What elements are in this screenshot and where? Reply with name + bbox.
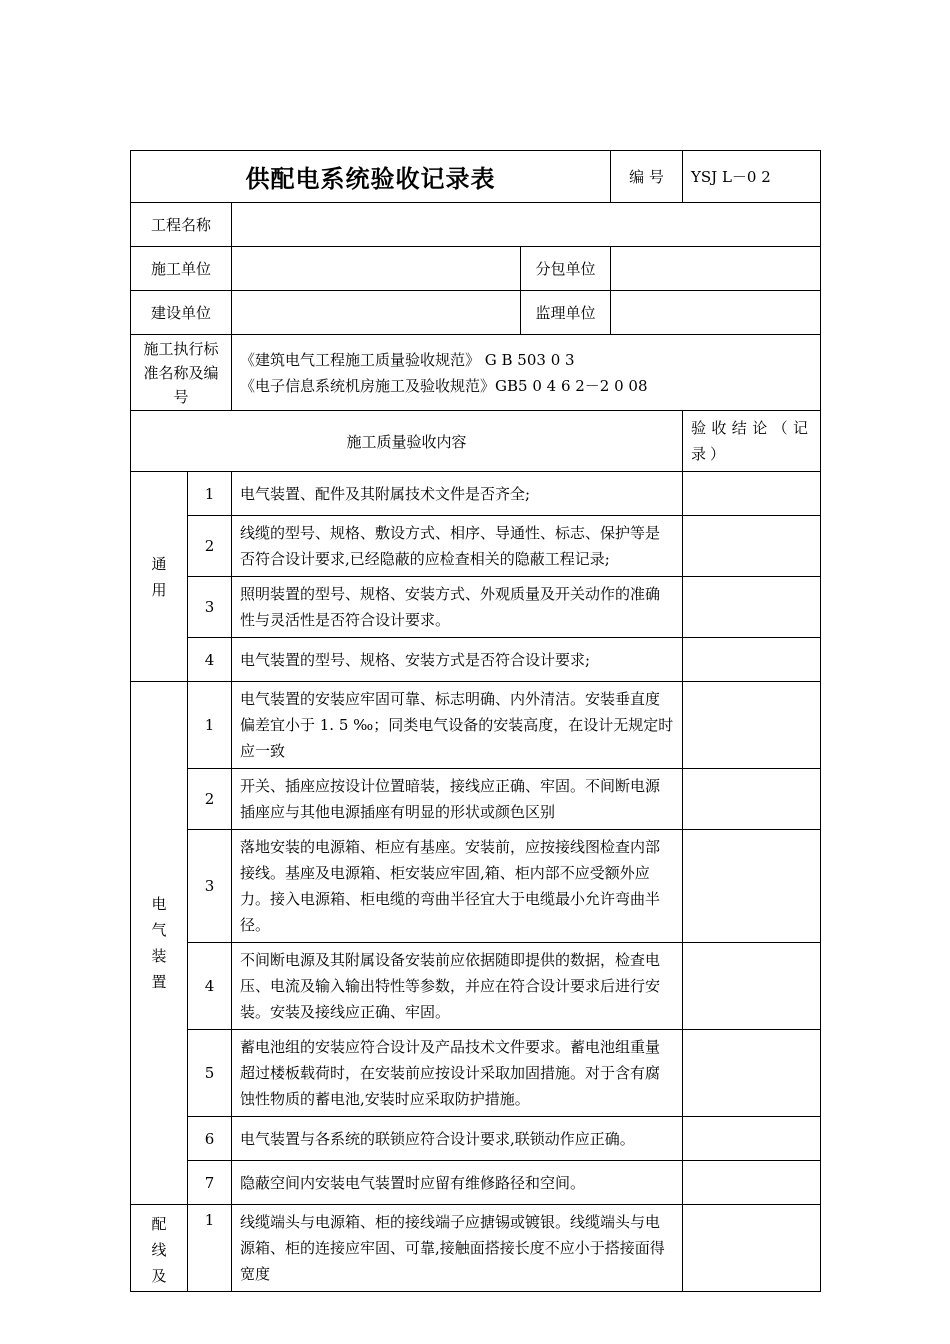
project-name-field[interactable] [232,203,821,247]
category-char: 用 [151,580,167,599]
item-requirement-text: 蓄电池组的安装应符合设计及产品技术文件要求。蓄电池组重量超过楼板载荷时，在安装前应按设计采取加固措施。对于含有腐蚀性物质的蓄电池,安装时应采取防护措施。 [232,1030,683,1117]
item-requirement-text: 电气装置与各系统的联锁应符合设计要求,联锁动作应正确。 [232,1117,683,1161]
category-char: 通 [151,554,167,573]
item-number: 4 [188,638,232,682]
item-number: 1 [188,1205,232,1292]
checklist-row [131,1117,821,1161]
supervision-unit-field[interactable] [611,291,821,335]
project-name-label: 工程名称 [131,203,232,247]
item-requirement-text: 电气装置的安装应牢固可靠、标志明确、内外清洁。安装垂直度偏差宜小于 1. 5 ‰；同类电气设备的安装高度，在设计无规定时应一致 [232,682,683,769]
subcontract-unit-label: 分包单位 [521,247,611,291]
item-requirement-text: 电气装置、配件及其附属技术文件是否齐全; [232,472,683,516]
item-conclusion-field[interactable] [683,472,821,516]
category-char: 配 [151,1215,167,1233]
form-title: 供配电系统验收记录表 [131,151,611,203]
standard-line-1: 《建筑电气工程施工质量验收规范》 G B 503 0 3 [240,350,575,369]
item-number: 4 [188,943,232,1030]
code-label: 编 号 [611,151,683,203]
item-number: 1 [188,472,232,516]
category-char: 置 [151,973,167,991]
checklist-row [131,943,821,1030]
construction-unit-label: 施工单位 [131,247,232,291]
item-conclusion-field[interactable] [683,769,821,830]
build-unit-label: 建设单位 [131,291,232,335]
checklist-row [131,830,821,943]
category-char: 装 [151,947,167,965]
item-conclusion-field[interactable] [683,1117,821,1161]
item-number: 3 [188,830,232,943]
item-requirement-text: 不间断电源及其附属设备安装前应依据随即提供的数据，检查电压、电流及输入输出特性等参数，并应在符合设计要求后进行安装。安装及接线应正确、牢固。 [232,943,683,1030]
checklist-row [131,1030,821,1117]
construction-unit-field[interactable] [232,247,521,291]
item-requirement-text: 开关、插座应按设计位置暗装，接线应正确、牢固。不间断电源插座应与其他电源插座有明显的形状或颜色区别 [232,769,683,830]
supervision-unit-label: 监理单位 [521,291,611,335]
item-conclusion-field[interactable] [683,638,821,682]
conclusion-header: 验收结论（记录） [683,411,821,472]
checklist-row [131,472,821,516]
item-requirement-text: 电气装置的型号、规格、安装方式是否符合设计要求; [232,638,683,682]
item-number: 7 [188,1161,232,1205]
item-requirement-text: 照明装置的型号、规格、安装方式、外观质量及开关动作的准确性与灵活性是否符合设计要求。 [232,577,683,638]
item-number: 5 [188,1030,232,1117]
item-requirement-text: 线缆的型号、规格、敷设方式、相序、导通性、标志、保护等是否符合设计要求,已经隐蔽的应检查相关的隐蔽工程记录; [232,516,683,577]
item-requirement-text: 线缆端头与电源箱、柜的接线端子应搪锡或镀银。线缆端头与电源箱、柜的连接应牢固、可靠,接触面搭接长度不应小于搭接面得宽度 [232,1205,683,1292]
category-char: 气 [151,921,167,939]
item-number: 2 [188,516,232,577]
item-requirement-text: 落地安装的电源箱、柜应有基座。安装前，应按接线图检查内部接线。基座及电源箱、柜安装应牢固,箱、柜内部不应受额外应力。接入电源箱、柜电缆的弯曲半径宜大于电缆最小允许弯曲半径。 [232,830,683,943]
checklist-row [131,1205,821,1292]
item-conclusion-field[interactable] [683,1030,821,1117]
standard-line-2: 《电子信息系统机房施工及验收规范》GB5 0 4 6 2－2 0 08 [240,376,648,395]
item-conclusion-field[interactable] [683,943,821,1030]
code-value: YSJ L－0 2 [683,151,821,203]
item-conclusion-field[interactable] [683,1161,821,1205]
item-conclusion-field[interactable] [683,682,821,769]
category-char: 线 [151,1241,167,1259]
checklist-row [131,577,821,638]
checklist-row [131,1161,821,1205]
build-unit-field[interactable] [232,291,521,335]
section-category-1 [131,472,188,682]
item-number: 3 [188,577,232,638]
acceptance-record-table [130,150,821,1292]
item-conclusion-field[interactable] [683,516,821,577]
category-char: 电 [151,895,167,913]
item-conclusion-field[interactable] [683,830,821,943]
section-category-3 [131,1205,188,1292]
subcontract-unit-field[interactable] [611,247,821,291]
checklist-row [131,769,821,830]
section-category-2 [131,682,188,1205]
item-conclusion-field[interactable] [683,1205,821,1292]
checklist-row [131,638,821,682]
item-conclusion-field[interactable] [683,577,821,638]
item-number: 2 [188,769,232,830]
item-number: 6 [188,1117,232,1161]
content-header: 施工质量验收内容 [131,411,683,472]
item-number: 1 [188,682,232,769]
standard-label: 施工执行标准名称及编号 [131,335,232,411]
item-requirement-text: 隐蔽空间内安装电气装置时应留有维修路径和空间。 [232,1161,683,1205]
category-char: 及 [151,1267,167,1285]
checklist-row [131,682,821,769]
checklist-row [131,516,821,577]
